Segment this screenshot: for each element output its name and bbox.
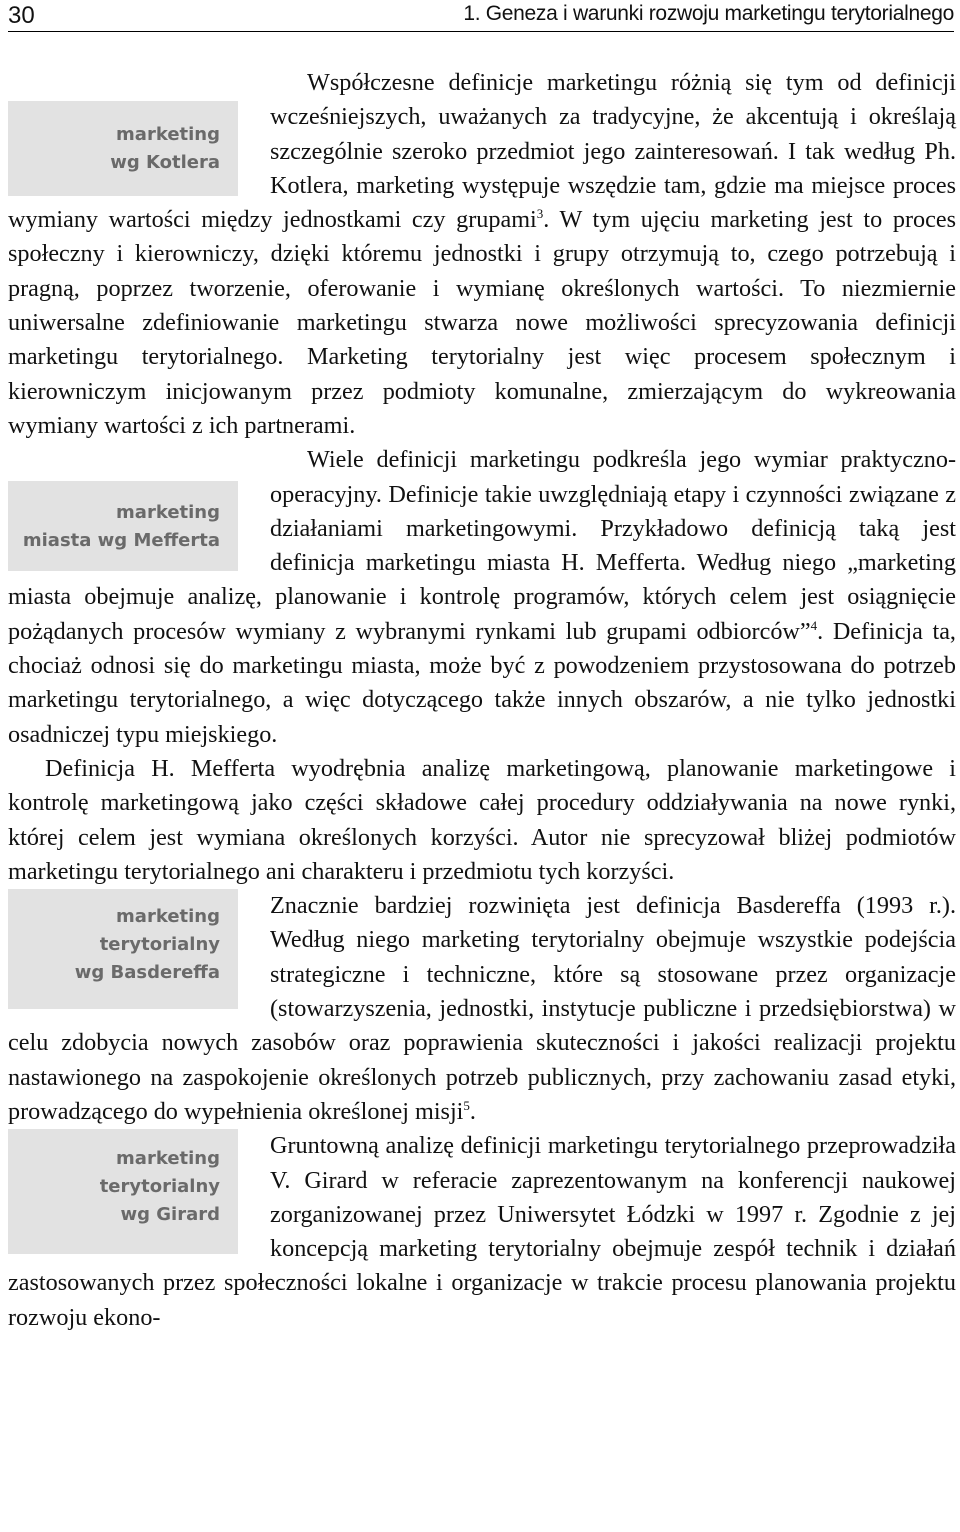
paragraph-text: Znacznie bardziej rozwinięta jest definicja Basdereffa (1993 r.). Według niego marketing terytorialny obejmuje wszystkie podejścia strategiczne i techniczne, które są stosowane przez organizacje (stowarzyszenia, jednostki, instytucje publiczne i przedsiębiorstwa) w celu zdobycia nowych zasobów oraz poprawienia skuteczności i jakości realizacji projektu nastawionego na zaspokojenie określonych potrzeb publicznych, przy zachowaniu zasad etyki, prowadzącego do wypełnienia określonej misji (8, 892, 956, 1125)
paragraph-text: Współczesne definicje marketingu różnią się tym od definicji wcześniejszych, uważanych za tradycyjne, że akcentują i określają szczególnie szeroko przedmiot jego zainteresowań. I tak według Ph. Kotlera, marketing występuje wszędzie tam, gdzie ma miejsce proces wymiany wartości między jednostkami czy grupami (8, 69, 956, 234)
header-rule (8, 31, 954, 32)
page-header (0, 0, 960, 34)
paragraph-text: . W tym ujęciu marketing jest to proces społeczny i kierowniczy, dzięki któremu jednostki i grupy otrzymują to, czego potrzebują i pragną, poprzez tworzenie, oferowanie i wymianę określonych wartości. To niezmiernie uniwersalne zdefiniowanie marketingu stwarza nowe możliwości sprecyzowania definicji marketingu terytorialnego. Marketing terytorialny jest więc procesem społecznym i kierowniczym inicjowanym przez podmioty komunalne, zmierzającym do wykreowania wymiany wartości z ich partnerami. (8, 206, 956, 439)
running-title: 1. Geneza i warunki rozwoju marketingu terytorialnego (463, 2, 954, 25)
margin-note-basdereffa: marketing terytorialny wg Basdereffa (8, 889, 238, 1009)
footnote-ref: 3 (536, 206, 544, 222)
margin-note-mefferta: marketing miasta wg Mefferta (8, 481, 238, 571)
paragraph-text: . (469, 1097, 476, 1125)
paragraph: Gruntowną analizę definicji marketingu terytorialnego przeprowadziła V. Girard w referacie zaprezentowanym na konferencji naukowej zorganizowanej przez Uniwersytet Łódzki w 1997 r. Zgodnie z jej koncepcją marketing terytorialny obejmuje zespół technik i działań zastosowanych przez społeczności lokalne i organizacje w trakcie procesu planowania projektu rozwoju ekono- (8, 1132, 956, 1331)
body-text (8, 66, 956, 1335)
footnote-ref: 4 (810, 617, 818, 633)
footnote-ref: 5 (463, 1097, 470, 1113)
paragraph: Definicja H. Mefferta wyodrębnia analizę marketingową, planowanie marketingowe i kontrolę marketingową jako części składowe całej procedury oddziaływania na nowe rynki, której celem jest wymiana określonych korzyści. Autor nie sprecyzował bliżej podmiotów marketingu terytorialnego ani charakteru i przedmiotu tych korzyści. (8, 754, 956, 885)
margin-note-girard: marketing terytorialny wg Girard (8, 1129, 238, 1254)
page-number: 30 (8, 2, 35, 29)
paragraph-text: Wiele definicji marketingu podkreśla jego wymiar praktyczno-operacyjny. Definicje takie uwzględniają etapy i czynności związane z działaniami marketingowymi. Przykładowo definicją taką jest definicja marketingu miasta H. Mefferta. Według niego „marketing miasta obejmuje analizę, planowanie i kontrolę programów, których celem jest osiągnięcie pożądanych procesów wymiany z wybranymi rynkami lub grupami odbiorców” (8, 446, 956, 645)
paragraph-text: . Definicja ta, chociaż odnosi się do marketingu miasta, może być z powodzeniem przystosowana do potrzeb marketingu terytorialnego, a więc dotyczącego także innych obszarów, a nie tylko jednostki osadniczej typu miejskiego. (8, 617, 956, 748)
margin-note-kotler: marketing wg Kotlera (8, 101, 238, 196)
